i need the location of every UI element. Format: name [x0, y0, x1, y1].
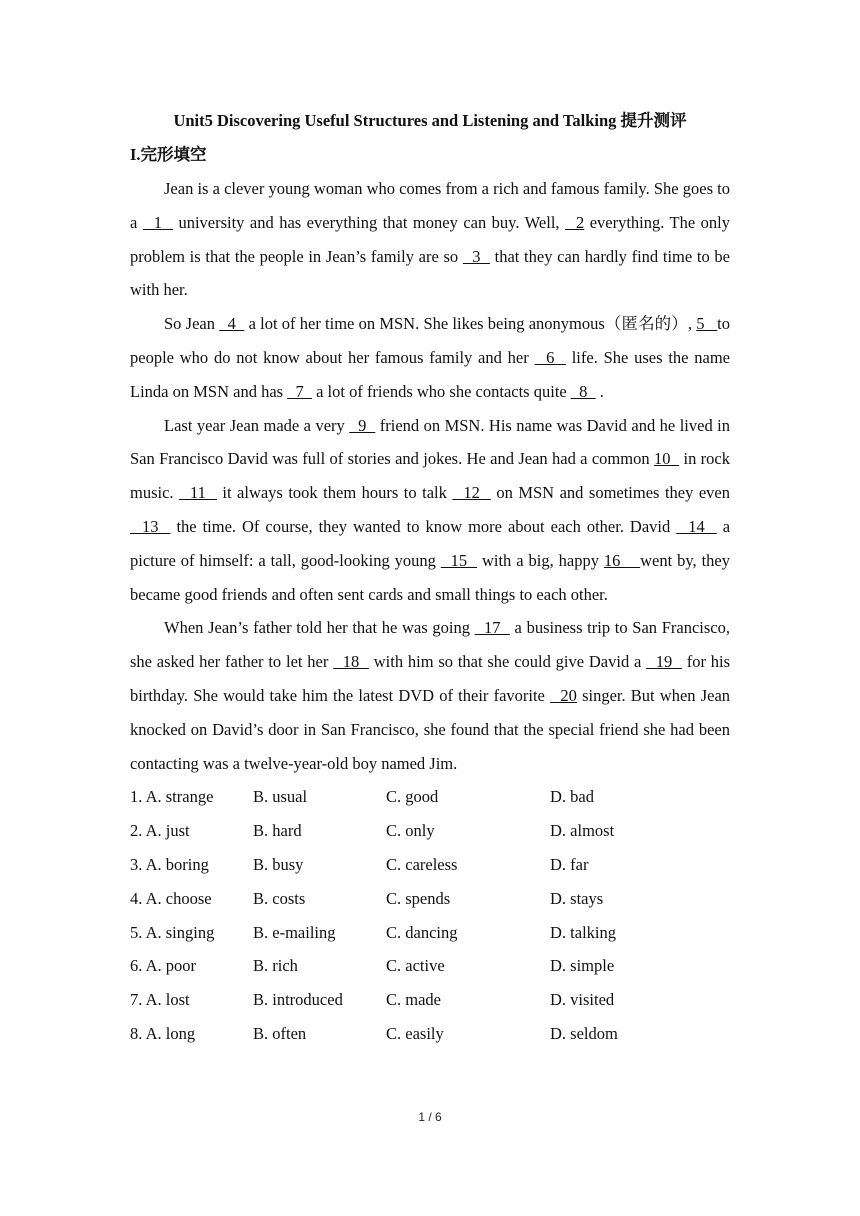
blank-number: 20 — [550, 685, 577, 705]
option-item: C. active — [386, 956, 445, 976]
blank-number: 19 — [646, 652, 682, 672]
blank-number: 16 — [603, 550, 641, 570]
option-item: C. careless — [386, 854, 458, 874]
option-row — [130, 1017, 730, 1051]
blank-number: 5 — [696, 314, 718, 334]
option-item: D. almost — [550, 821, 615, 841]
option-item: B. often — [253, 1023, 307, 1043]
passage-text: went by, they became good friends and often sent cards and small things to each other. — [130, 550, 731, 604]
option-item: D. visited — [550, 990, 615, 1010]
option-row — [130, 848, 730, 882]
passage-text: a lot of her time on MSN. She likes being anonymous（匿名的）, — [244, 314, 697, 334]
blank-number: 12 — [452, 483, 491, 503]
section-heading: I.完形填空 — [130, 145, 207, 164]
option-row — [130, 983, 730, 1017]
option-item: B. introduced — [253, 990, 343, 1010]
option-item: 2. A. just — [130, 821, 190, 841]
passage-text: that they can hardly find time to be with her. — [130, 246, 731, 300]
blank-number: 2 — [565, 212, 585, 232]
passage-text: friend on MSN. His name was David and he lived in San Francisco David was full of stories and jokes. He and Jean had a common — [130, 415, 730, 469]
blank-number: 7 — [287, 381, 312, 401]
option-row — [130, 916, 730, 950]
passage-text: with a big, happy — [477, 550, 604, 570]
option-item: 6. A. poor — [130, 956, 196, 976]
option-item: B. costs — [253, 888, 306, 908]
blank-number: 15 — [440, 550, 478, 570]
passage-paragraph — [130, 172, 730, 307]
option-row — [130, 949, 730, 983]
passage-text: in rock music. — [130, 449, 730, 503]
page-number: 1 / 6 — [418, 1110, 442, 1124]
passage-text: it always took them hours to talk — [216, 483, 453, 503]
page-title: Unit5 Discovering Useful Structures and Listening and Talking 提升测评 — [173, 111, 687, 130]
option-item: 4. A. choose — [130, 888, 212, 908]
option-item: 8. A. long — [130, 1023, 196, 1043]
blank-number: 8 — [570, 381, 596, 401]
blank-number: 9 — [349, 415, 376, 435]
option-row — [130, 882, 730, 916]
blank-number: 14 — [676, 516, 717, 536]
document-page — [130, 104, 730, 1051]
blank-number: 3 — [462, 246, 490, 266]
option-item: D. seldom — [550, 1023, 618, 1043]
passage-text: with him so that she could give David a — [368, 652, 647, 672]
option-item: 5. A. singing — [130, 922, 215, 942]
option-item: D. stays — [550, 888, 604, 908]
blank-number: 18 — [333, 652, 369, 672]
cloze-passage — [130, 172, 730, 780]
option-item: D. bad — [550, 787, 594, 807]
passage-paragraph — [130, 611, 730, 780]
passage-text: Jean is a clever young woman who comes from a rich and famous family. She goes to a — [130, 179, 730, 232]
option-row — [130, 780, 730, 814]
passage-text: a picture of himself: a tall, good-looking young — [130, 516, 731, 570]
passage-text: everything. The only problem is that the people in Jean’s family are so — [130, 212, 731, 266]
blank-number: 13 — [130, 516, 171, 536]
blank-number: 1 — [142, 212, 173, 232]
passage-paragraph — [130, 409, 730, 612]
option-item: B. busy — [253, 854, 304, 874]
option-item: D. talking — [550, 922, 616, 942]
option-item: C. made — [386, 990, 441, 1010]
option-item: B. e-mailing — [253, 922, 336, 942]
option-row — [130, 814, 730, 848]
blank-number: 10 — [653, 449, 680, 469]
passage-text: Last year Jean made a very — [164, 415, 350, 435]
passage-text: singer. But when Jean knocked on David’s door in San Francisco, she found that the special friend she had been contacting was a twelve-year-old boy named Jim. — [130, 685, 731, 773]
option-item: B. hard — [253, 821, 302, 841]
blank-number: 17 — [474, 618, 510, 638]
option-item: 3. A. boring — [130, 854, 209, 874]
passage-text: for his birthday. She would take him the latest DVD of their favorite — [130, 652, 731, 705]
passage-paragraph — [130, 307, 730, 408]
option-item: B. usual — [253, 787, 308, 807]
passage-text: on MSN and sometimes they even — [490, 483, 731, 503]
option-item: C. good — [386, 787, 439, 807]
answer-options — [130, 780, 730, 1050]
blank-number: 11 — [179, 483, 217, 503]
passage-text: university and has everything that money can buy. Well, — [172, 212, 566, 232]
passage-text: a business trip to San Francisco, she asked her father to let her — [130, 618, 730, 672]
passage-text: . — [595, 381, 604, 401]
passage-text: So Jean — [164, 314, 220, 334]
option-item: 1. A. strange — [130, 787, 214, 807]
passage-text: to people who do not know about her famous family and her — [130, 314, 731, 367]
option-item: B. rich — [253, 956, 298, 976]
option-item: C. spends — [386, 888, 451, 908]
option-item: 7. A. lost — [130, 990, 190, 1010]
option-item: C. dancing — [386, 922, 458, 942]
passage-text: a lot of friends who she contacts quite — [311, 381, 571, 401]
passage-text: When Jean’s father told her that he was going — [164, 618, 475, 638]
option-item: C. only — [386, 821, 435, 841]
option-item: D. far — [550, 854, 589, 874]
passage-text: life. She uses the name Linda on MSN and has — [130, 347, 731, 401]
option-item: D. simple — [550, 956, 615, 976]
option-item: C. easily — [386, 1023, 444, 1043]
blank-number: 6 — [534, 347, 566, 367]
passage-text: the time. Of course, they wanted to know more about each other. David — [170, 516, 677, 536]
blank-number: 4 — [219, 314, 245, 334]
